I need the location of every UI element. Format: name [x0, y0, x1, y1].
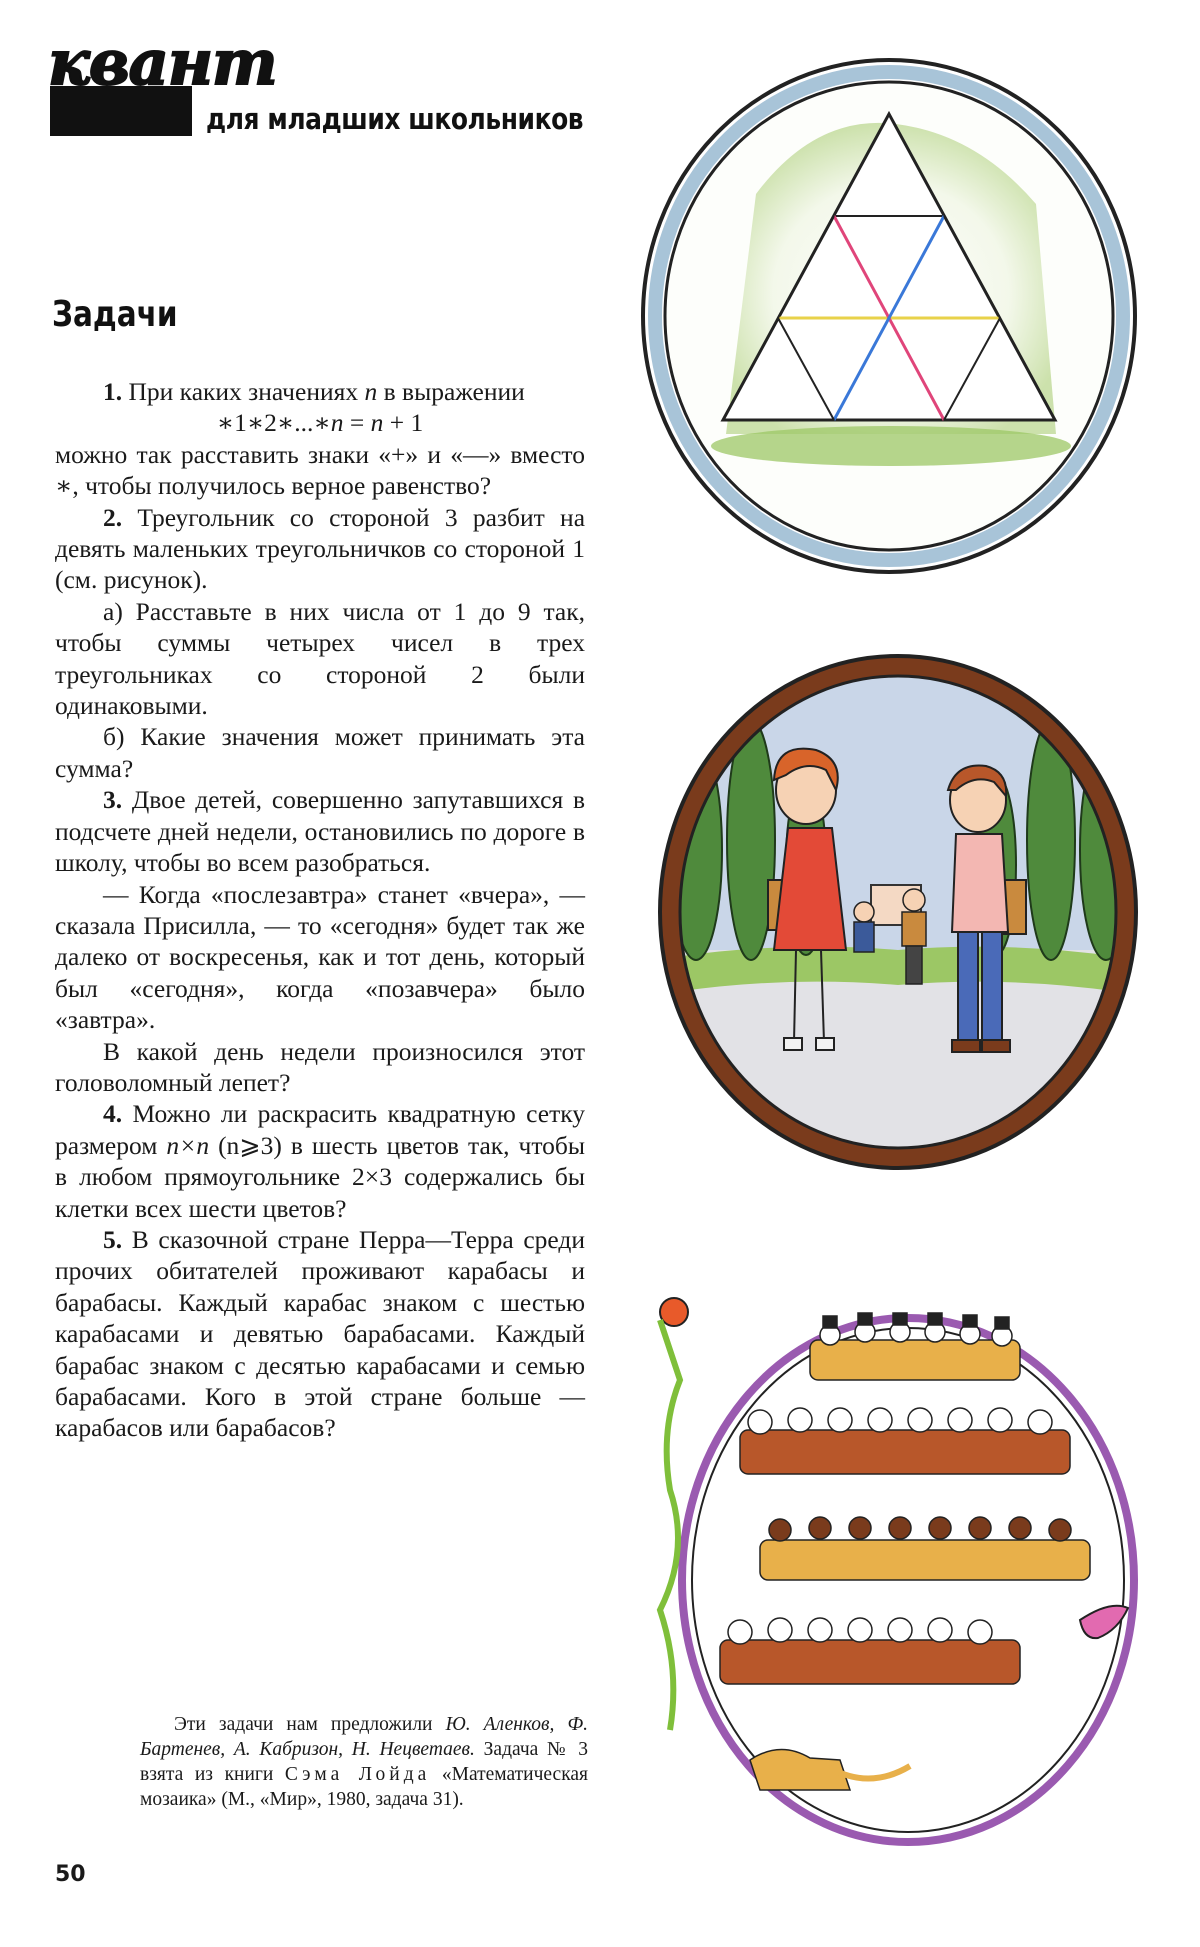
problem-3: 3. Двое детей, совершенно запутавшихся в подсчете дней недели, остановились по дороге в школу, чтобы во всем разобраться.	[55, 785, 586, 878]
section-heading: Задачи	[52, 294, 178, 335]
rubric-title: для младших школьников	[206, 102, 584, 136]
problem-3-dialog: — Когда «послезавтра» станет «вчера», — сказала Присилла, — то «сегодня» будет так же далеко от воскресенья, как и тот день, который был «сегодня», когда «позавчера» было «завтра».	[55, 879, 585, 1035]
credits-note: Эти задачи нам предложили Ю. Аленков, Ф. Бартенев, А. Кабризон, Н. Нецветаев. Задача № 3 взята из книги Сэма Лойда «Математическая мозаика» (М., «Мир», 1980, задача 31).	[140, 1714, 589, 1810]
problem-2-b: б) Какие значения может принимать эта сумма?	[55, 722, 585, 783]
triangle-illustration	[636, 54, 1142, 578]
rooster-figure	[660, 1298, 688, 1730]
problem-3-question: В какой день недели произносился этот головоломный лепет?	[55, 1036, 585, 1097]
grass-strip	[711, 426, 1071, 466]
problem-1-text: можно так расставить знаки «+» и «—» вместо ∗, чтобы получилось верное равенство?	[55, 439, 585, 501]
children-illustration	[656, 650, 1140, 1170]
problem-1-formula: ∗1∗2∗...∗n = n + 1	[216, 408, 424, 438]
masthead	[48, 26, 608, 148]
problem-4: 4. Можно ли раскрасить квадратную сетку размером n×n (n⩾3) в шесть цветов так, чтобы в любом прямоугольнике 2×3 содержались бы клетки всех шести цветов?	[55, 1099, 586, 1223]
problem-2: 2. Треугольник со стороной 3 разбит на девять маленьких треугольничков со стороной 1 (см. рисунок).	[55, 502, 586, 595]
problem-1: 1. При каких значениях n в выражении	[103, 377, 525, 406]
logo-text: квант	[48, 26, 277, 99]
problem-5: 5. В сказочной стране Перра—Терра среди прочих обитателей проживают карабасы и барабасы. Каждый карабас знаком с шестью карабасами и девятью барабасами. Каждый барабас знаком с десятью карабасами и семью барабасами. Кого в этой стране больше — карабасов или барабасов?	[55, 1224, 585, 1443]
page-number: 50	[55, 1862, 86, 1887]
credits-author-spaced: Сэма Лойда	[284, 1764, 431, 1785]
credits-authors: Ю. Аленков, Ф. Бартенев, А. Кабризон, Н. Нецветаев.	[140, 1714, 589, 1760]
problem-2-a: а) Расставьте в них числа от 1 до 9 так, чтобы суммы четырех чисел в трех треугольниках со стороной 2 были одинаковыми.	[55, 596, 585, 721]
problems-column	[55, 376, 585, 1444]
parade-illustration	[640, 1290, 1140, 1850]
